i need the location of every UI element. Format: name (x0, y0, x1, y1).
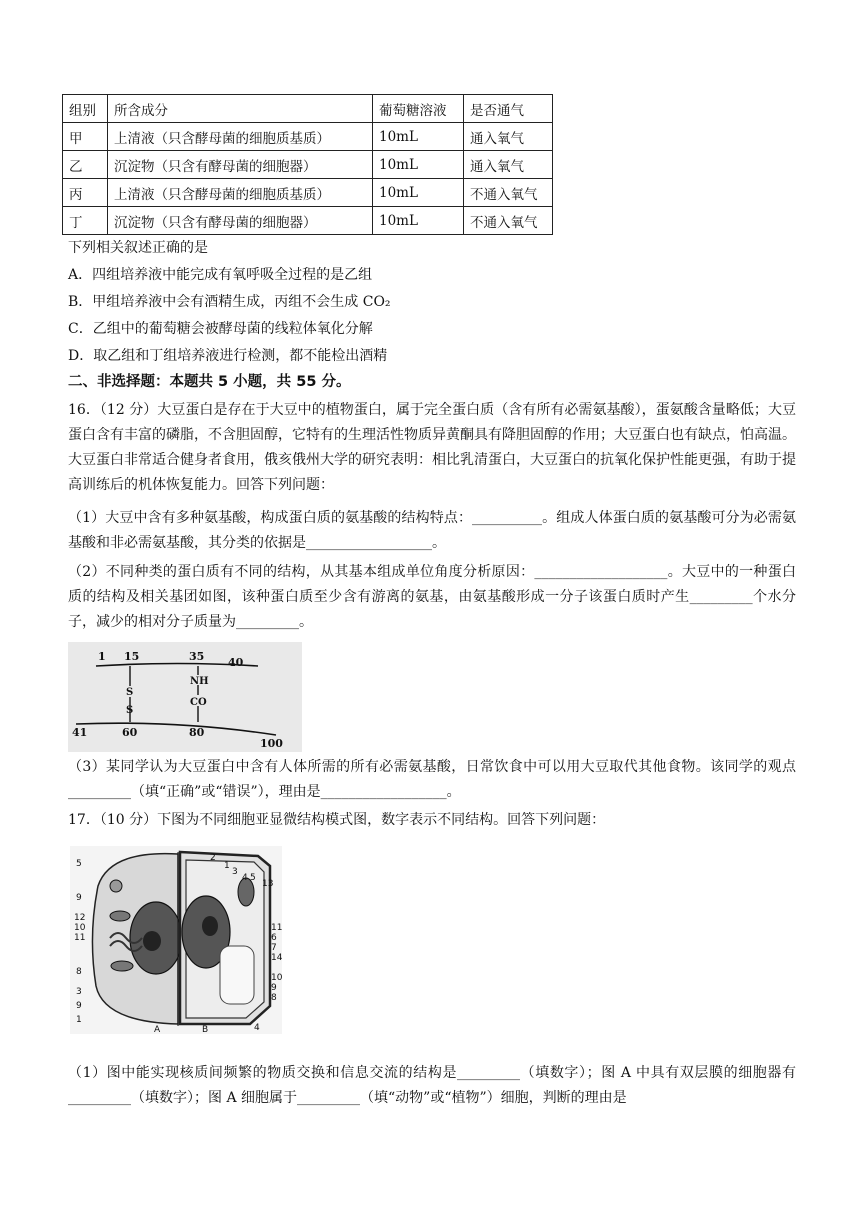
q16-intro: 16．（12 分）大豆蛋白是存在于大豆中的植物蛋白，属于完全蛋白质（含有所有必需氨基酸），蛋氨酸含量略低；大豆蛋白含有丰富的磷脂，不含胆固醇，它特有的生理活性物质异黄酮具有降胆固醇的作用；大豆蛋白也有缺点，怕高温。大豆蛋白非常适合健身者食用，俄亥俄州大学的研究表明：相比乳清蛋白，大豆蛋白的抗氧化保护性能更强，有助于提高训练后的机体恢复能力。回答下列问题： (68, 402, 796, 493)
table-cell: 通入氧气 (464, 151, 553, 179)
table-cell: 丁 (63, 207, 108, 235)
structure-number: 6 (271, 933, 277, 943)
structure-number: 7 (271, 943, 277, 953)
table-row (63, 151, 553, 179)
q17-intro: 17．（10 分）下图为不同细胞亚显微结构模式图，数字表示不同结构。回答下列问题： (68, 812, 606, 828)
question-stem: 下列相关叙述正确的是 (68, 240, 208, 256)
panel-label-b: B (202, 1025, 209, 1034)
residue-label: 1 (98, 650, 106, 663)
structure-number: 5 (76, 859, 82, 869)
nh-label: NH (190, 676, 209, 687)
option-c: C．乙组中的葡萄糖会被酵母菌的线粒体氧化分解 (68, 321, 373, 337)
table-header: 所含成分 (108, 95, 373, 123)
vacuole-icon (220, 946, 254, 1004)
cell-structure-figure (70, 846, 282, 1034)
protein-structure-figure (68, 642, 302, 752)
table-cell: 通入氧气 (464, 123, 553, 151)
structure-number: 1 (224, 861, 230, 871)
structure-number: 8 (76, 967, 82, 977)
table-cell: 10mL (373, 151, 464, 179)
vesicle-icon (110, 880, 122, 892)
residue-label: 100 (260, 737, 283, 750)
table-cell: 上清液（只含酵母菌的细胞质基质） (108, 179, 373, 207)
q17-part1: （1）图中能实现核质间频繁的物质交换和信息交流的结构是_________（填数字）；图 A 中具有双层膜的细胞器有_________（填数字）；图 A 细胞属于_________（填“动物”或“植物”）细胞，判断的理由是 (68, 1065, 796, 1106)
table-cell: 丙 (63, 179, 108, 207)
table-row (63, 207, 553, 235)
structure-number: 11 (271, 923, 282, 933)
table-cell: 不通入氧气 (464, 207, 553, 235)
table-row (63, 179, 553, 207)
table-header: 组别 (63, 95, 108, 123)
residue-label: 41 (72, 726, 88, 739)
table-cell: 甲 (63, 123, 108, 151)
structure-number: 10 (74, 923, 86, 933)
table-cell: 乙 (63, 151, 108, 179)
structure-number: 14 (271, 953, 282, 963)
structure-number: 9 (76, 1001, 82, 1011)
table-cell: 10mL (373, 207, 464, 235)
residue-label: 35 (189, 650, 205, 663)
table-header-row (63, 95, 553, 123)
nucleolus-a (143, 931, 161, 951)
residue-label: 80 (189, 726, 205, 739)
nucleolus-b (202, 916, 218, 936)
experiment-table (62, 94, 553, 235)
structure-number: 11 (74, 933, 86, 943)
structure-number: 4 (242, 873, 248, 883)
structure-number: 10 (271, 973, 282, 983)
mitochondrion-icon (110, 911, 130, 921)
q16-part2: （2）不同种类的蛋白质有不同的结构，从其基本组成单位角度分析原因：___________________。大豆中的一种蛋白质的结构及相关基团如图，该种蛋白质至少含有游离的氨基，由氨基酸形成一分子该蛋白质时产生_________个水分子，减少的相对分子质量为_________。 (68, 564, 796, 630)
sulfur-label: S (126, 705, 134, 716)
table-cell: 沉淀物（只含有酵母菌的细胞器） (108, 207, 373, 235)
q16-part3: （3）某同学认为大豆蛋白中含有人体所需的所有必需氨基酸，日常饮食中可以用大豆取代其他食物。该同学的观点_________（填“正确”或“错误”），理由是__________________。 (68, 759, 796, 800)
table-row (63, 123, 553, 151)
table-cell: 10mL (373, 123, 464, 151)
structure-number: 13 (262, 879, 274, 889)
structure-number: 2 (210, 853, 216, 863)
structure-number: 3 (76, 987, 82, 997)
structure-number: 5 (250, 873, 256, 883)
q16-part1: （1）大豆中含有多种氨基酸，构成蛋白质的氨基酸的结构特点：__________。组成人体蛋白质的氨基酸可分为必需氨基酸和非必需氨基酸，其分类的依据是__________________。 (68, 510, 796, 551)
table-cell: 不通入氧气 (464, 179, 553, 207)
panel-label-a: A (154, 1025, 161, 1034)
co-label: CO (190, 697, 207, 708)
table-cell: 10mL (373, 179, 464, 207)
structure-number: 1 (76, 1015, 82, 1025)
structure-number: 8 (271, 993, 277, 1003)
option-d: D．取乙组和丁组培养液进行检测，都不能检出酒精 (68, 348, 388, 364)
structure-number: 12 (74, 913, 86, 923)
table-header: 是否通气 (464, 95, 553, 123)
table-header: 葡萄糖溶液 (373, 95, 464, 123)
mitochondrion-icon (111, 961, 133, 971)
section-heading: 二、非选择题：本题共 5 小题，共 55 分。 (68, 374, 351, 390)
sulfur-label: S (126, 687, 134, 698)
structure-number: 3 (232, 867, 238, 877)
structure-number: 4 (254, 1023, 260, 1033)
structure-number: 9 (76, 893, 82, 903)
option-a: A．四组培养液中能完成有氧呼吸全过程的是乙组 (68, 267, 373, 283)
table-cell: 沉淀物（只含有酵母菌的细胞器） (108, 151, 373, 179)
option-b: B．甲组培养液中会有酒精生成，丙组不会生成 CO₂ (68, 294, 391, 310)
structure-number: 9 (271, 983, 277, 993)
residue-label: 40 (228, 656, 244, 669)
residue-label: 15 (124, 650, 140, 663)
residue-label: 60 (122, 726, 138, 739)
table-cell: 上清液（只含酵母菌的细胞质基质） (108, 123, 373, 151)
